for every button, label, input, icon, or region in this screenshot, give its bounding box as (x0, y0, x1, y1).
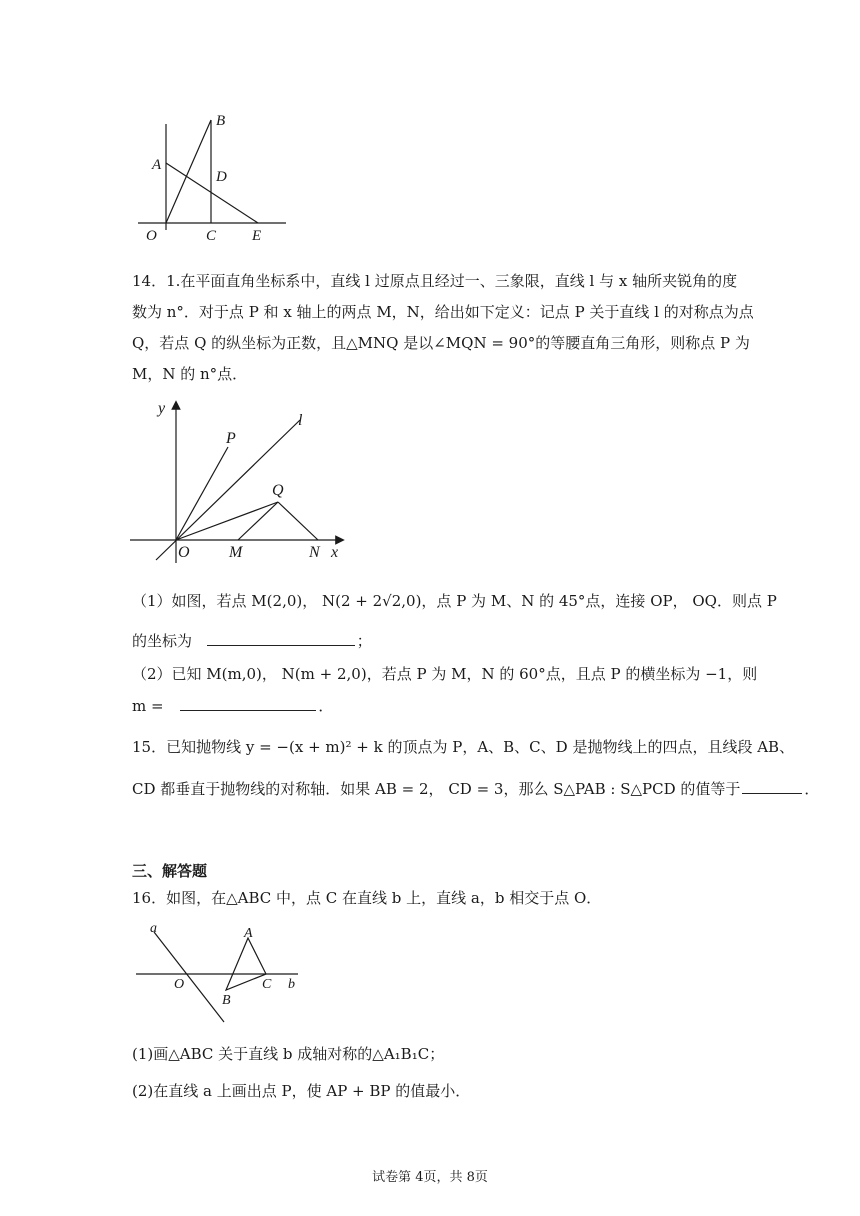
q15-line-2-text: CD 都垂直于抛物线的对称轴．如果 AB = 2， CD = 3，那么 S△PAB : S△PCD 的值等于 (132, 780, 741, 798)
label-o: O (174, 977, 185, 992)
figure-q16 (130, 918, 310, 1028)
figure-q13 (130, 110, 300, 245)
label-c: C (206, 228, 217, 244)
label-n: N (309, 544, 320, 561)
label-a: A (152, 157, 162, 173)
q14-line-2: 数为 n°．对于点 P 和 x 轴上的两点 M，N，给出如下定义：记点 P 关于直线 l 的对称点为点 (132, 303, 754, 321)
q14-part2-line-2 (132, 695, 732, 717)
q15-line-1: 15．已知抛物线 y = −(x + m)² + k 的顶点为 P，A、B、C、D 是抛物线上的四点，且线段 AB、 (132, 738, 795, 756)
label-b: B (216, 113, 226, 129)
label-o: O (146, 228, 157, 244)
q15-line-2-end: ． (804, 780, 820, 798)
label-m: M (229, 544, 243, 561)
label-b-line: b (288, 977, 295, 992)
q14-part2-line-1: （2）已知 M(m,0)， N(m + 2,0)，若点 P 为 M，N 的 60°点，且点 P 的横坐标为 −1，则 (132, 665, 758, 683)
answer-blank (207, 631, 355, 646)
q14-line-1: 14．1.在平面直角坐标系中，直线 l 过原点且经过一、三象限，直线 l 与 x 轴所夹锐角的度 (132, 272, 738, 290)
q16-line-1: 16．如图，在△ABC 中，点 C 在直线 b 上，直线 a，b 相交于点 O． (132, 889, 602, 907)
figure-q14 (128, 395, 353, 565)
label-y: y (158, 400, 166, 417)
label-a-line: a (150, 921, 157, 936)
label-q: Q (272, 482, 284, 499)
label-b: B (222, 993, 231, 1008)
q14-line-4: M，N 的 n°点． (132, 365, 248, 383)
label-l: l (298, 412, 303, 429)
section-title: 三、解答题 (132, 862, 208, 880)
q16-part-2: (2)在直线 a 上画出点 P，使 AP + BP 的值最小． (132, 1082, 471, 1100)
q14-part1-line-2 (132, 630, 732, 652)
label-a: A (244, 926, 253, 941)
page-footer: 试卷第 4页，共 8页 (372, 1170, 488, 1185)
q14-part1-end: ； (356, 632, 372, 650)
label-c: C (262, 977, 272, 992)
q16-part-1: (1)画△ABC 关于直线 b 成轴对称的△A₁B₁C； (132, 1045, 445, 1063)
label-x: x (331, 544, 339, 561)
label-p: P (226, 430, 236, 447)
label-e: E (252, 228, 262, 244)
q14-part1-line-1: （1）如图，若点 M(2,0)， N(2 + 2√2,0)，点 P 为 M、N 的 45°点，连接 OP， OQ．则点 P (132, 592, 777, 610)
q14-part1-text: 的坐标为 (132, 632, 193, 650)
q14-part2-text: m = (132, 697, 164, 715)
answer-blank (180, 696, 316, 711)
label-o: O (178, 544, 190, 561)
q15-line-2 (132, 778, 820, 800)
q14-line-3: Q，若点 Q 的纵坐标为正数，且△MNQ 是以∠MQN = 90°的等腰直角三角形，则称点 P 为 (132, 334, 750, 352)
q14-part2-end: ． (318, 697, 334, 715)
answer-blank (742, 779, 802, 794)
label-d: D (216, 169, 227, 185)
